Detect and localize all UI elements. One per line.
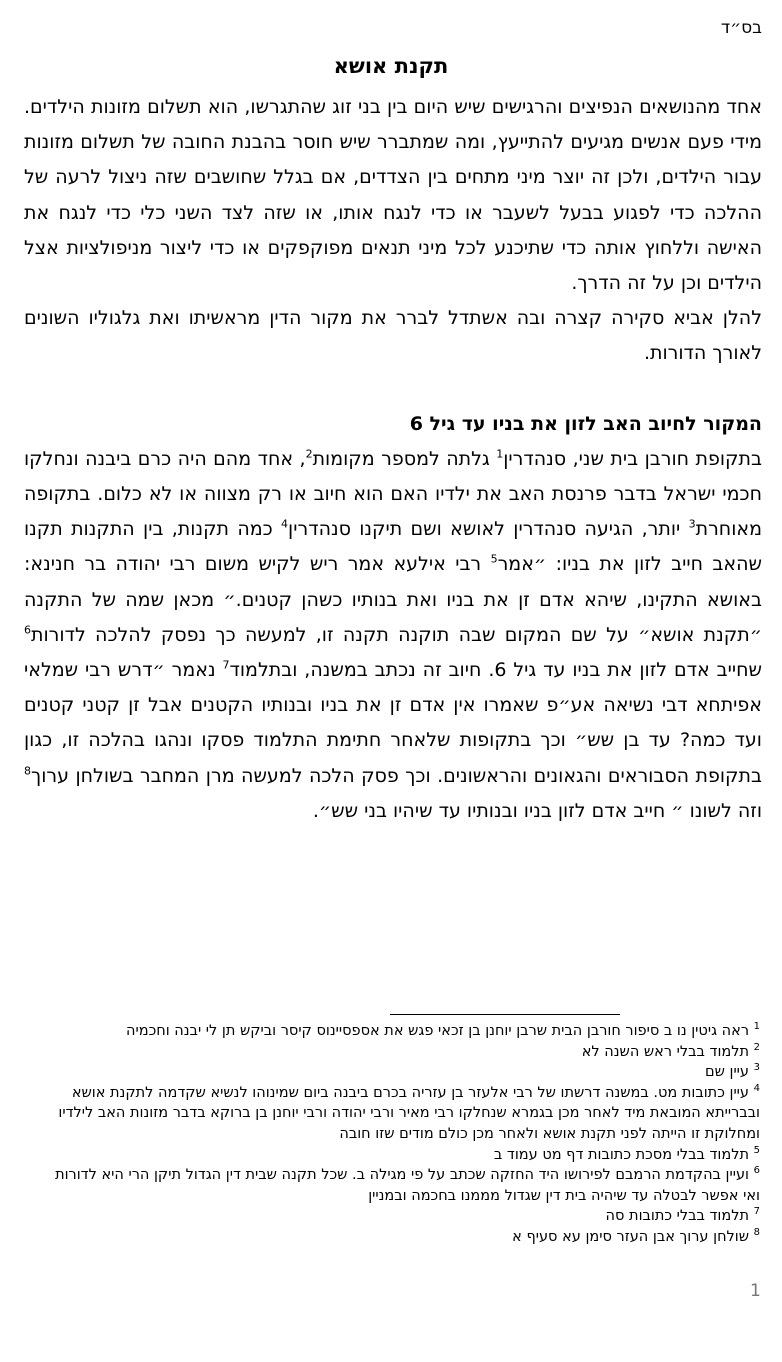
body-text: וזה לשונו ״ חייב אדם לזון בניו ובנותיו עד שיהיו בני שש״. [312,799,762,822]
footnote-ref-6[interactable]: 6 [24,623,31,637]
section-heading: המקור לחיוב האב לזון את בניו עד גיל 6 [409,412,762,435]
footnote-text: ראה גיטין נו ב סיפור חורבן הבית שרבן יוחנן בן זכאי פגש את אספסיינוס קיסר וביקש תן לי יבנה וחכמיה [126,1023,754,1039]
footnotes [36,1021,760,1248]
footnote [36,1021,760,1042]
footnote-text: עיין שם [704,1064,754,1081]
body-text: נאמר ״דרש רבי שמלאי אפיתחא דבי נשיאה אע״פ שאמרו אין אדם זן את בניו ובנותיו הקטנים אבל זן קטני קטנים ועד כמה? עד בן שש״ וכך בתקופות שלאחר חתימת התלמוד פסקו ונהגו בהלכה זו, כגון בתקופת הסבוראים והגאונים והראשונים. וכך פסק הלכה למעשה מרן המחבר בשולחן ערוך [24,659,762,787]
footnote-text: ועיין בהקדמת הרמבם לפירושו היד החזקה שכתב על פי מגילה ב. שכל תקנה שבית דין הגדול תיקן הרי היא לדורות ואי אפשר לבטלה עד שיהיה בית דין שגדול מממנו בחכמה ובמניין [55,1167,760,1204]
body-text: בתקופת חורבן בית שני, סנהדרין [503,447,762,470]
footnote-number: 6 [753,1165,760,1177]
footnote [36,1042,760,1063]
footnote [36,1145,760,1166]
footnote-number: 3 [753,1062,760,1074]
footnote-ref-1[interactable]: 1 [496,447,504,461]
body-text: יותר, הגיעה סנהדרין לאושא ושם תיקנו סנהדרין [288,518,689,541]
paragraph-gap [24,372,762,407]
footnote-ref-2[interactable]: 2 [305,447,313,461]
footnote-number: 5 [753,1144,760,1156]
footnote-ref-8[interactable]: 8 [24,764,31,778]
footnote [36,1083,760,1145]
footnote-ref-5[interactable]: 5 [490,553,498,567]
footnote-text: תלמוד בבלי מסכת כתובות דף מט עמוד ב [493,1146,754,1163]
footnote-text: שולחן ערוך אבן העזר סימן עא סעיף א [512,1228,754,1245]
section-paragraph [24,442,762,829]
page-number: 1 [750,1281,761,1301]
footnote-ref-3[interactable]: 3 [688,517,696,531]
footnote-number: 8 [753,1227,760,1239]
footnote-ref-4[interactable]: 4 [281,517,289,531]
footnote-text: תלמוד בבלי ראש השנה לא [581,1043,754,1060]
footnote-ref-7[interactable]: 7 [222,658,230,672]
body-text: רבי אילעא אמר ריש לקיש משום רבי יהודה בר חנינא: באושא התקינו, שיהא אדם זן את בניו ואת בנותיו כשהן קטנים.״ מכאן שמה של התקנה ״תקנת אושא״ על שם המקום שבה תוקנה תקנה זו, למעשה כך נפסק להלכה לדורות [24,553,762,646]
intro-paragraph-1: אחד מהנושאים הנפיצים והרגישים שיש היום בין בני זוג שהתגרשו, הוא תשלום מזונות הילדים. מידי פעם אנשים מגיעים להתייעץ, ומה שמתברר שיש חוסר בהבנת החובה של תשלום מזונות עבור הילדים, ולכן זה יוצר מיני מתחים בין הצדדים, אם בגלל שחושבים שזה ניצול לרעה של ההלכה כדי לפגוע בבעל לשעבר או כדי לנגח אותו, או שזה לצד השני כלי כדי לנגח את האישה וללחוץ אותה כדי שתיכנע לכל מיני תנאים מפוקפקים או כדי ליצור מניפולציות אצל הילדים וכן על זה הדרך. [24,96,762,295]
footnote-number: 2 [753,1041,760,1053]
footnote-number: 7 [753,1206,760,1218]
body-text: כמה תקנות, בין התקנות תקנו שהאב חייב לזון את בניו: ״אמר [24,518,762,576]
body-text: שחייב אדם לזון את בניו עד גיל 6. חיוב זה נכתב במשנה, ובתלמוד [229,659,762,682]
footnote [36,1062,760,1083]
footnote-text: תלמוד בבלי כתובות סה [605,1208,754,1225]
footnote [36,1165,760,1206]
main-text [24,90,762,829]
footnote-number: 4 [753,1082,760,1094]
body-text: , אחד מהם היה כרם ביבנה ונחלקו חכמי ישראל בדבר פרנסת האב את ילדיו האם הוא חיוב או רק מצווה או לא כלום. בתקופה מאוחרת [24,447,762,541]
footnote [36,1206,760,1227]
page-title: תקנת אושא [333,54,449,78]
footnote-separator [390,1014,620,1015]
intro-paragraph-2: להלן אביא סקירה קצרה ובה אשתדל לברר את מקור הדין מראשיתו ואת גלגוליו השונים לאורך הדורות. [24,307,762,365]
footnote [36,1227,760,1248]
footnote-number: 1 [753,1021,760,1033]
bsd-header: בס״ד [720,18,762,38]
footnote-text: עיין כתובות מט. במשנה דרשתו של רבי אלעזר בן עזריה בכרם ביבנה ביום שמינוהו לנשיא שקדמה לתקנת אושא ובברייתא המובאת מיד לאחר מכן בגמרא שנחלקו רבי מאיר ורבי יהודה ורבי יוחנן בן ברוקא בדבר מזונות האב לילדיו ומחלוקת זו הייתה לפני תקנת אושא ולאחר מכן כולם מודים שזו חובה [58,1084,760,1142]
body-text: גלתה למספר מקומות [312,447,497,470]
